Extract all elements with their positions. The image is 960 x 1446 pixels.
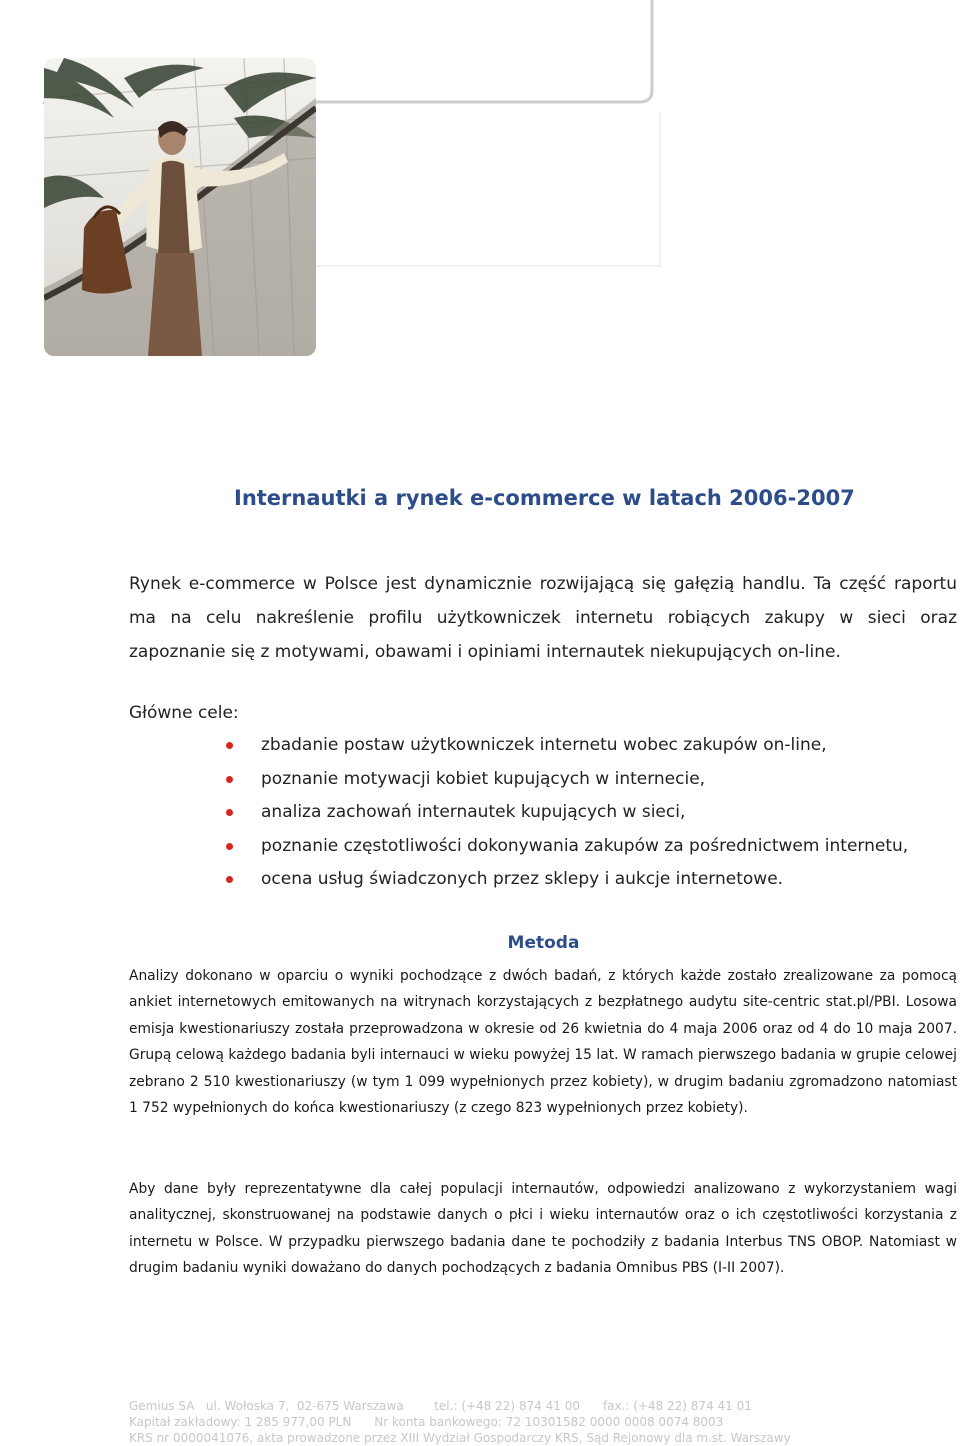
bullet-icon (226, 876, 233, 883)
goal-text: poznanie motywacji kobiet kupujących w internecie, (261, 768, 706, 789)
list-item (226, 763, 957, 797)
page-footer (129, 1398, 949, 1446)
method-paragraph-1: Analizy dokonano w oparciu o wyniki pochodzące z dwóch badań, z których każde zostało zrealizowane za pomocą ankiet internetowych emitowanych na witrynach korzystających z bezpłatnego audytu site-centric stat.pl/PBI. Losowa emisja kwestionariuszy została przeprowadzona w okresie od 26 kwietnia do 4 maja 2006 oraz od 4 do 10 maja 2007. Grupą celową każdego badania byli internauci w wieku powyżej 15 lat. W ramach pierwszego badania w grupie celowej zebrano 2 510 kwestionariuszy (w tym 1 099 wypełnionych przez kobiety), w drugim badaniu zgromadzono natomiast 1 752 wypełnionych do końca kwestionariuszy (z czego 823 wypełnionych przez kobiety). (129, 968, 957, 1117)
goal-text: analiza zachowań internautek kupujących w sieci, (261, 802, 686, 822)
bullet-icon (226, 843, 233, 850)
document-title: Internautki a rynek e-commerce w latach 2006-2007 (234, 486, 855, 510)
footer-address-line: Gemius SA ul. Wołoska 7, 02-675 Warszawa tel.: (+48 22) 874 41 00 fax.: (+48 22) 874 41 01 (129, 1399, 752, 1413)
goal-text: poznanie częstotliwości dokonywania zakupów za pośrednictwem internetu, (261, 835, 909, 856)
goals-list (226, 729, 957, 897)
footer-capital-line: Kapitał zakładowy: 1 285 977,00 PLN Nr konta bankowego: 72 10301582 0000 0008 0074 8003 (129, 1415, 724, 1429)
method-paragraph-2: Aby dane były reprezentatywne dla całej populacji internautów, odpowiedzi analizowano z wykorzystaniem wagi analitycznej, skonstruowanej na podstawie danych o płci i wieku internautów oraz o ich częstotliwości korzystania z internetu w Polsce. W przypadku pierwszego badania dane te pochodziły z badania Interbus TNS OBOP. Natomiast w drugim badaniu wyniki doważano do danych pochodzących z badania Omnibus PBS (I-II 2007). (129, 1181, 957, 1277)
list-item (226, 729, 957, 763)
list-item (226, 863, 957, 897)
bullet-icon (226, 809, 233, 816)
goals-label: Główne cele: (129, 703, 239, 723)
header-photo (44, 58, 316, 356)
intro-paragraph: Rynek e-commerce w Polsce jest dynamicznie rozwijającą się gałęzią handlu. Ta część raportu ma na celu nakreślenie profilu użytkowniczek internetu robiących zakupy w sieci oraz zapoznanie się z motywami, obawami i opiniami internautek niekupujących on-line. (129, 574, 957, 662)
goal-text: zbadanie postaw użytkowniczek internetu wobec zakupów on-line, (261, 735, 827, 755)
footer-registry-line: KRS nr 0000041076, akta prowadzone przez XIII Wydział Gospodarczy KRS, Sąd Rejonowy dla m.st. Warszawy (129, 1431, 791, 1445)
method-heading: Metoda (507, 933, 580, 953)
bullet-icon (226, 742, 233, 749)
list-item (226, 796, 957, 830)
goal-text: ocena usług świadczonych przez sklepy i aukcje internetowe. (261, 869, 784, 889)
bullet-icon (226, 776, 233, 783)
list-item (226, 830, 957, 864)
